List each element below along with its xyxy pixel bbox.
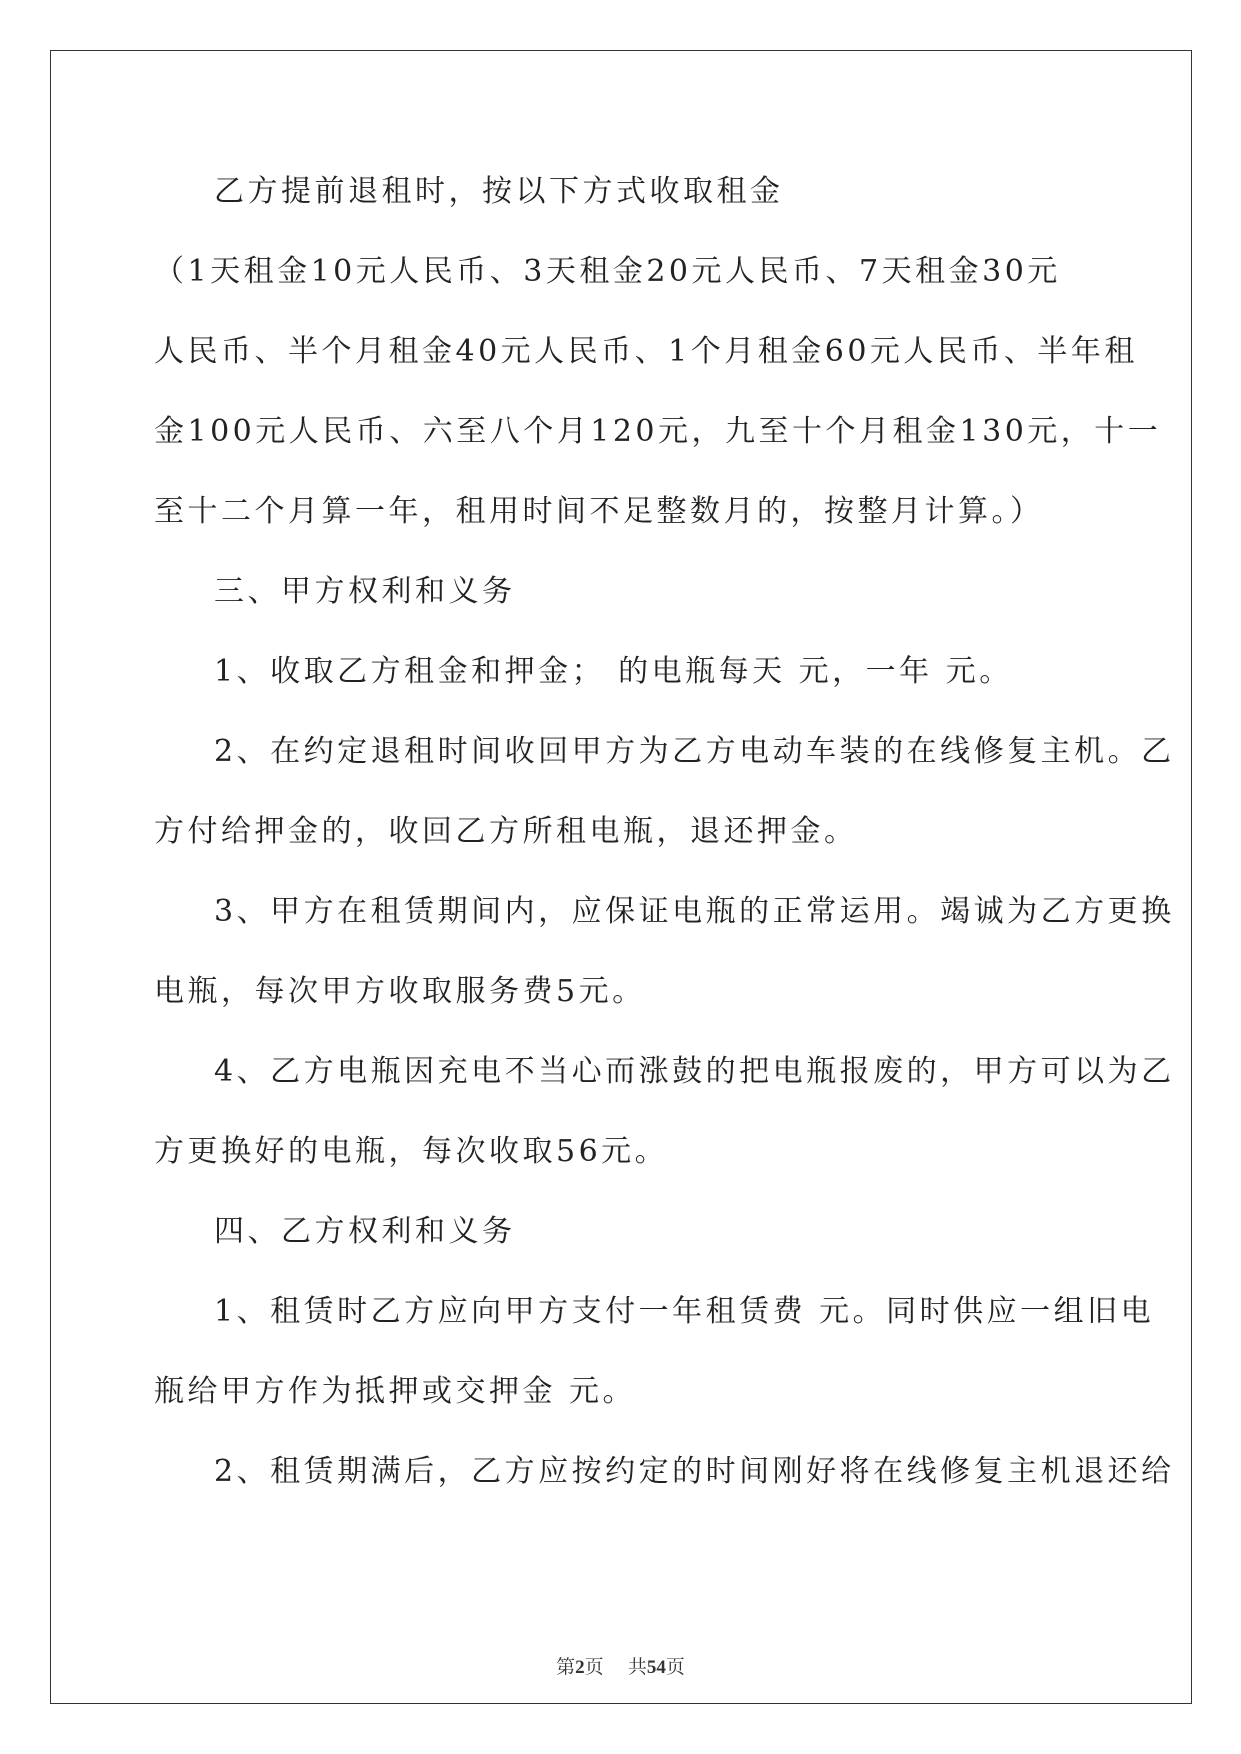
- text-line: 方更换好的电瓶，每次收取56元。: [154, 1134, 669, 1169]
- section-heading: 四、乙方权利和义务: [214, 1214, 516, 1249]
- text-line: 至十二个月算一年，租用时间不足整数月的，按整月计算。）: [154, 494, 1044, 529]
- total-prefix: 共: [627, 1657, 647, 1678]
- current-page-number: 2: [575, 1657, 585, 1678]
- text-line: 金100元人民币、六至八个月120元，九至十个月租金130元，十一: [154, 414, 1162, 449]
- text-line: 3、甲方在租赁期间内，应保证电瓶的正常运用。竭诚为乙方更换: [214, 894, 1175, 929]
- text-line: 1、收取乙方租金和押金； 的电瓶每天 元，一年 元。: [214, 654, 1013, 689]
- text-line: 瓶给甲方作为抵押或交押金 元。: [154, 1374, 637, 1409]
- text-line: 2、租赁期满后，乙方应按约定的时间刚好将在线修复主机退还给: [214, 1454, 1175, 1489]
- page-prefix: 第: [556, 1657, 576, 1678]
- section-heading: 三、甲方权利和义务: [214, 574, 516, 609]
- text-line: 方付给押金的，收回乙方所租电瓶，退还押金。: [154, 814, 858, 849]
- text-line: 电瓶，每次甲方收取服务费5元。: [154, 974, 646, 1009]
- total-pages-number: 54: [646, 1657, 666, 1678]
- text-line: 乙方提前退租时，按以下方式收取租金: [214, 174, 784, 209]
- page-footer: [0, 1652, 1241, 1679]
- text-line: 2、在约定退租时间收回甲方为乙方电动车装的在线修复主机。乙: [214, 734, 1175, 769]
- total-suffix: 页: [665, 1657, 685, 1678]
- text-line: 人民币、半个月租金40元人民币、1个月租金60元人民币、半年租: [154, 334, 1138, 369]
- page-suffix: 页: [584, 1657, 604, 1678]
- text-line: 1、租赁时乙方应向甲方支付一年租赁费 元。同时供应一组旧电: [214, 1294, 1155, 1329]
- text-line: （1天租金10元人民币、3天租金20元人民币、7天租金30元: [154, 254, 1061, 289]
- text-line: 4、乙方电瓶因充电不当心而涨鼓的把电瓶报废的，甲方可以为乙: [214, 1054, 1175, 1089]
